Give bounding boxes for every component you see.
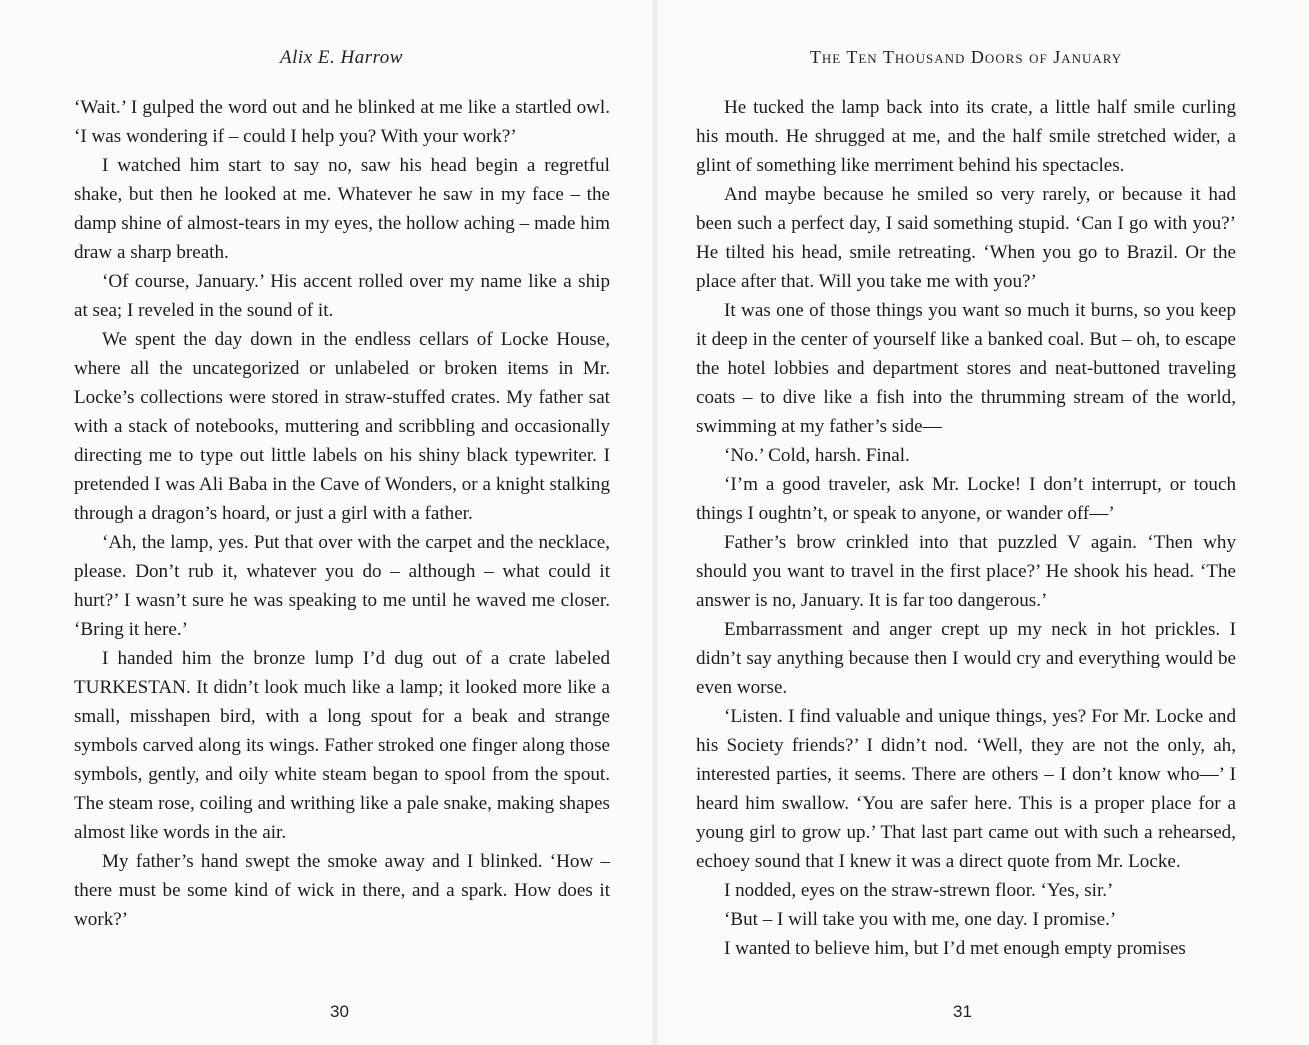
paragraph: He tucked the lamp back into its crate, a little half smile curling his mouth. He shrugged at me, and the half smile stretched wider, a glint of something like merriment behind his spectacles. bbox=[696, 97, 1236, 176]
paragraph: We spent the day down in the endless cellars of Locke House, where all the uncategorized or unlabeled or broken items in Mr. Locke’s collections were stored in straw-stuffed crates. My father sat with a stack of notebooks, muttering and scribbling and occasionally directing me to type out little labels on his shiny black typewriter. I pretended I was Ali Baba in the Cave of Wonders, or a knight stalking through a dragon’s hoard, or just a girl with a father. bbox=[74, 329, 610, 524]
paragraph: It was one of those things you want so much it burns, so you keep it deep in the center of yourself like a banked coal. But – oh, to escape the hotel lobbies and department stores and neat-buttoned traveling coats – to dive like a fish into the thrumming stream of the world, swimming at my father’s side— bbox=[696, 300, 1236, 437]
page-number: 31 bbox=[953, 1002, 972, 1021]
paragraph: ‘No.’ Cold, harsh. Final. bbox=[724, 445, 910, 466]
right-page bbox=[655, 0, 1309, 1045]
title-running-head: The Ten Thousand Doors of January bbox=[809, 47, 1123, 67]
paragraph: ‘Wait.’ I gulped the word out and he blinked at me like a startled owl. ‘I was wondering if – could I help you? With your work?’ bbox=[74, 97, 610, 147]
paragraph: ‘Ah, the lamp, yes. Put that over with the carpet and the necklace, please. Don’t rub it, whatever you do – although – what could it hurt?’ I wasn’t sure he was speaking to me until he waved me closer. ‘Bring it here.’ bbox=[74, 532, 610, 640]
paragraph: Embarrassment and anger crept up my neck in hot prickles. I didn’t say anything because then I would cry and everything would be even worse. bbox=[696, 619, 1236, 698]
paragraph: My father’s hand swept the smoke away and I blinked. ‘How – there must be some kind of wick in there, and a spark. How does it work?’ bbox=[74, 851, 610, 930]
paragraph: Father’s brow crinkled into that puzzled V again. ‘Then why should you want to travel in the first place?’ He shook his head. ‘The answer is no, January. It is far too dangerous.’ bbox=[696, 532, 1236, 611]
paragraph: ‘I’m a good traveler, ask Mr. Locke! I don’t interrupt, or touch things I oughtn’t, or speak to anyone, or wander off—’ bbox=[696, 474, 1236, 524]
page-number: 30 bbox=[330, 1002, 349, 1021]
paragraph: I handed him the bronze lump I’d dug out of a crate labeled TURKESTAN. It didn’t look much like a lamp; it looked more like a small, misshapen bird, with a long spout for a beak and strange symbols carved along its wings. Father stroked one finger along those symbols, gently, and oily white steam began to spool from the spout. The steam rose, coiling and writhing like a pale snake, making shapes almost like words in the air. bbox=[74, 648, 610, 843]
paragraph: ‘Of course, January.’ His accent rolled over my name like a ship at sea; I reveled in the sound of it. bbox=[74, 271, 610, 321]
author-running-head: Alix E. Harrow bbox=[280, 47, 403, 68]
paragraph: And maybe because he smiled so very rarely, or because it had been such a perfect day, I said something stupid. ‘Can I go with you?’ He tilted his head, smile retreating. ‘When you go to Brazil. Or the place after that. Will you take me with you?’ bbox=[696, 184, 1236, 292]
paragraph: ‘Listen. I find valuable and unique things, yes? For Mr. Locke and his Society friends?’ I didn’t nod. ‘Well, they are not the only, ah, interested parties, it seems. There are others – I don’t know who—’ I heard him swallow. ‘You are safer here. This is a proper place for a young girl to grow up.’ That last part came out with such a rehearsed, echoey sound that I knew it was a direct quote from Mr. Locke. bbox=[696, 706, 1236, 872]
paragraph: I wanted to believe him, but I’d met enough empty promises bbox=[724, 938, 1186, 959]
paragraph: ‘But – I will take you with me, one day. I promise.’ bbox=[724, 909, 1117, 930]
paragraph: I nodded, eyes on the straw-strewn floor. ‘Yes, sir.’ bbox=[724, 880, 1114, 901]
paragraph: I watched him start to say no, saw his head begin a regretful shake, but then he looked at me. Whatever he saw in my face – the damp shine of almost-tears in my eyes, the hollow aching – made him draw a sharp breath. bbox=[74, 155, 610, 263]
left-page-body bbox=[74, 93, 610, 934]
right-page-body bbox=[696, 93, 1236, 963]
